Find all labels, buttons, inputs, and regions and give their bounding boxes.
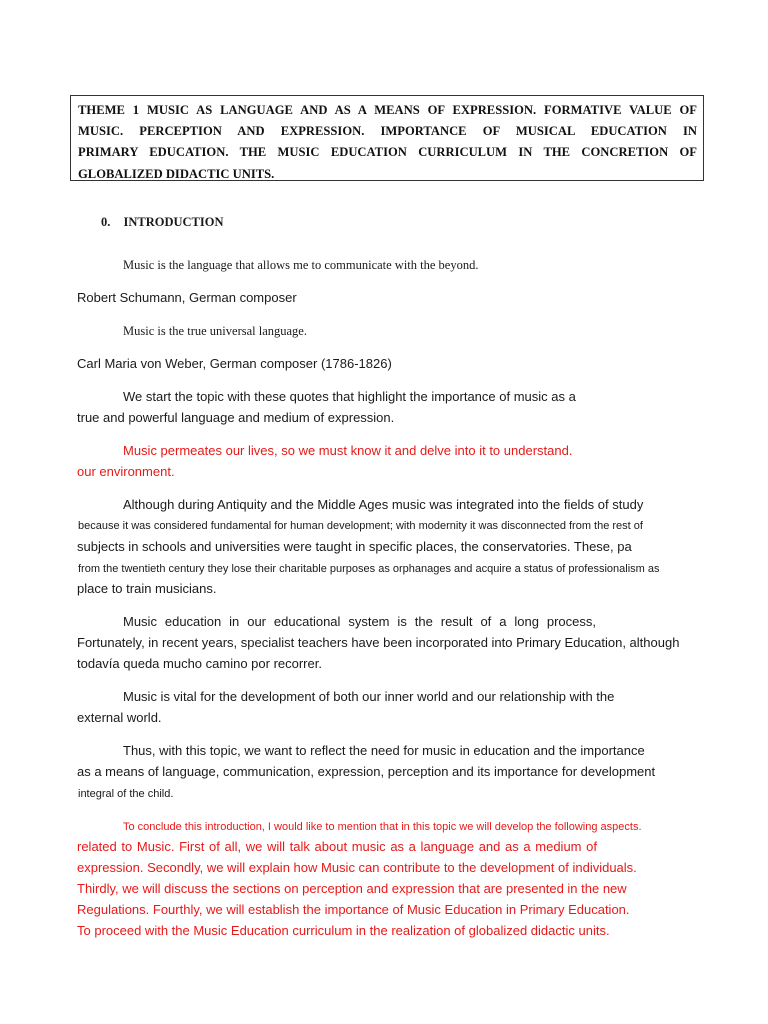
- paragraph-line: from the twentieth century they lose their charitable purposes as orphanages and acquire a status of professionalism as: [78, 563, 660, 575]
- highlighted-line: related to Music. First of all, we will talk about music as a language and as a medium of: [77, 839, 597, 854]
- paragraph-line: true and powerful language and medium of expression.: [77, 410, 395, 425]
- paragraph-line: as a means of language, communication, expression, perception and its importance for development: [77, 764, 656, 779]
- paragraph-line: Music is vital for the development of both our inner world and our relationship with the: [123, 689, 615, 704]
- paragraph-line: because it was considered fundamental for human development; with modernity it was disconnected from the rest of: [78, 520, 643, 532]
- paragraph-line: Although during Antiquity and the Middle Ages music was integrated into the fields of study: [123, 497, 644, 512]
- paragraph-line: subjects in schools and universities were taught in specific places, the conservatories. These, pa: [77, 539, 632, 554]
- section-heading: [101, 214, 224, 230]
- theme-title-line: MUSIC. PERCEPTION AND EXPRESSION. IMPORTANCE OF MUSICAL EDUCATION IN: [78, 124, 697, 139]
- highlighted-line: Thirdly, we will discuss the sections on perception and expression that are presented in the new: [77, 881, 627, 896]
- highlighted-line: To conclude this introduction, I would like to mention that in this topic we will develop the following aspects.: [123, 821, 642, 833]
- quote-author: Carl Maria von Weber, German composer (1786-1826): [77, 356, 392, 371]
- quote-author: Robert Schumann, German composer: [77, 290, 297, 305]
- paragraph-line: We start the topic with these quotes that highlight the importance of music as a: [123, 389, 576, 404]
- section-number: 0.: [101, 215, 111, 229]
- paragraph-line: todavía queda mucho camino por recorrer.: [77, 656, 322, 671]
- paragraph-line: place to train musicians.: [77, 581, 217, 596]
- quote-text: Music is the language that allows me to communicate with the beyond.: [123, 258, 479, 272]
- highlighted-line: expression. Secondly, we will explain how Music can contribute to the development of individuals.: [77, 860, 637, 875]
- highlighted-line: Music permeates our lives, so we must know it and delve into it to understand.: [123, 443, 573, 458]
- highlighted-line: To proceed with the Music Education curriculum in the realization of globalized didactic units.: [77, 923, 610, 938]
- theme-title-line: PRIMARY EDUCATION. THE MUSIC EDUCATION CURRICULUM IN THE CONCRETION OF: [78, 145, 697, 160]
- theme-title-line: THEME 1 MUSIC AS LANGUAGE AND AS A MEANS OF EXPRESSION. FORMATIVE VALUE OF: [78, 103, 697, 117]
- paragraph-line: integral of the child.: [78, 788, 174, 800]
- paragraph-line: Fortunately, in recent years, specialist teachers have been incorporated into Primary Education, although: [77, 635, 680, 650]
- theme-title-box: [70, 95, 704, 181]
- quote-text: Music is the true universal language.: [123, 324, 307, 338]
- paragraph-line: Music education in our educational system is the result of a long process,: [123, 614, 596, 629]
- paragraph-line: external world.: [77, 710, 162, 725]
- section-title: INTRODUCTION: [123, 215, 224, 229]
- paragraph-line: Thus, with this topic, we want to reflect the need for music in education and the importance: [123, 743, 645, 758]
- highlighted-line: our environment.: [77, 464, 175, 479]
- theme-title-line: GLOBALIZED DIDACTIC UNITS.: [78, 166, 275, 181]
- highlighted-line: Regulations. Fourthly, we will establish the importance of Music Education in Primary Education.: [77, 902, 630, 917]
